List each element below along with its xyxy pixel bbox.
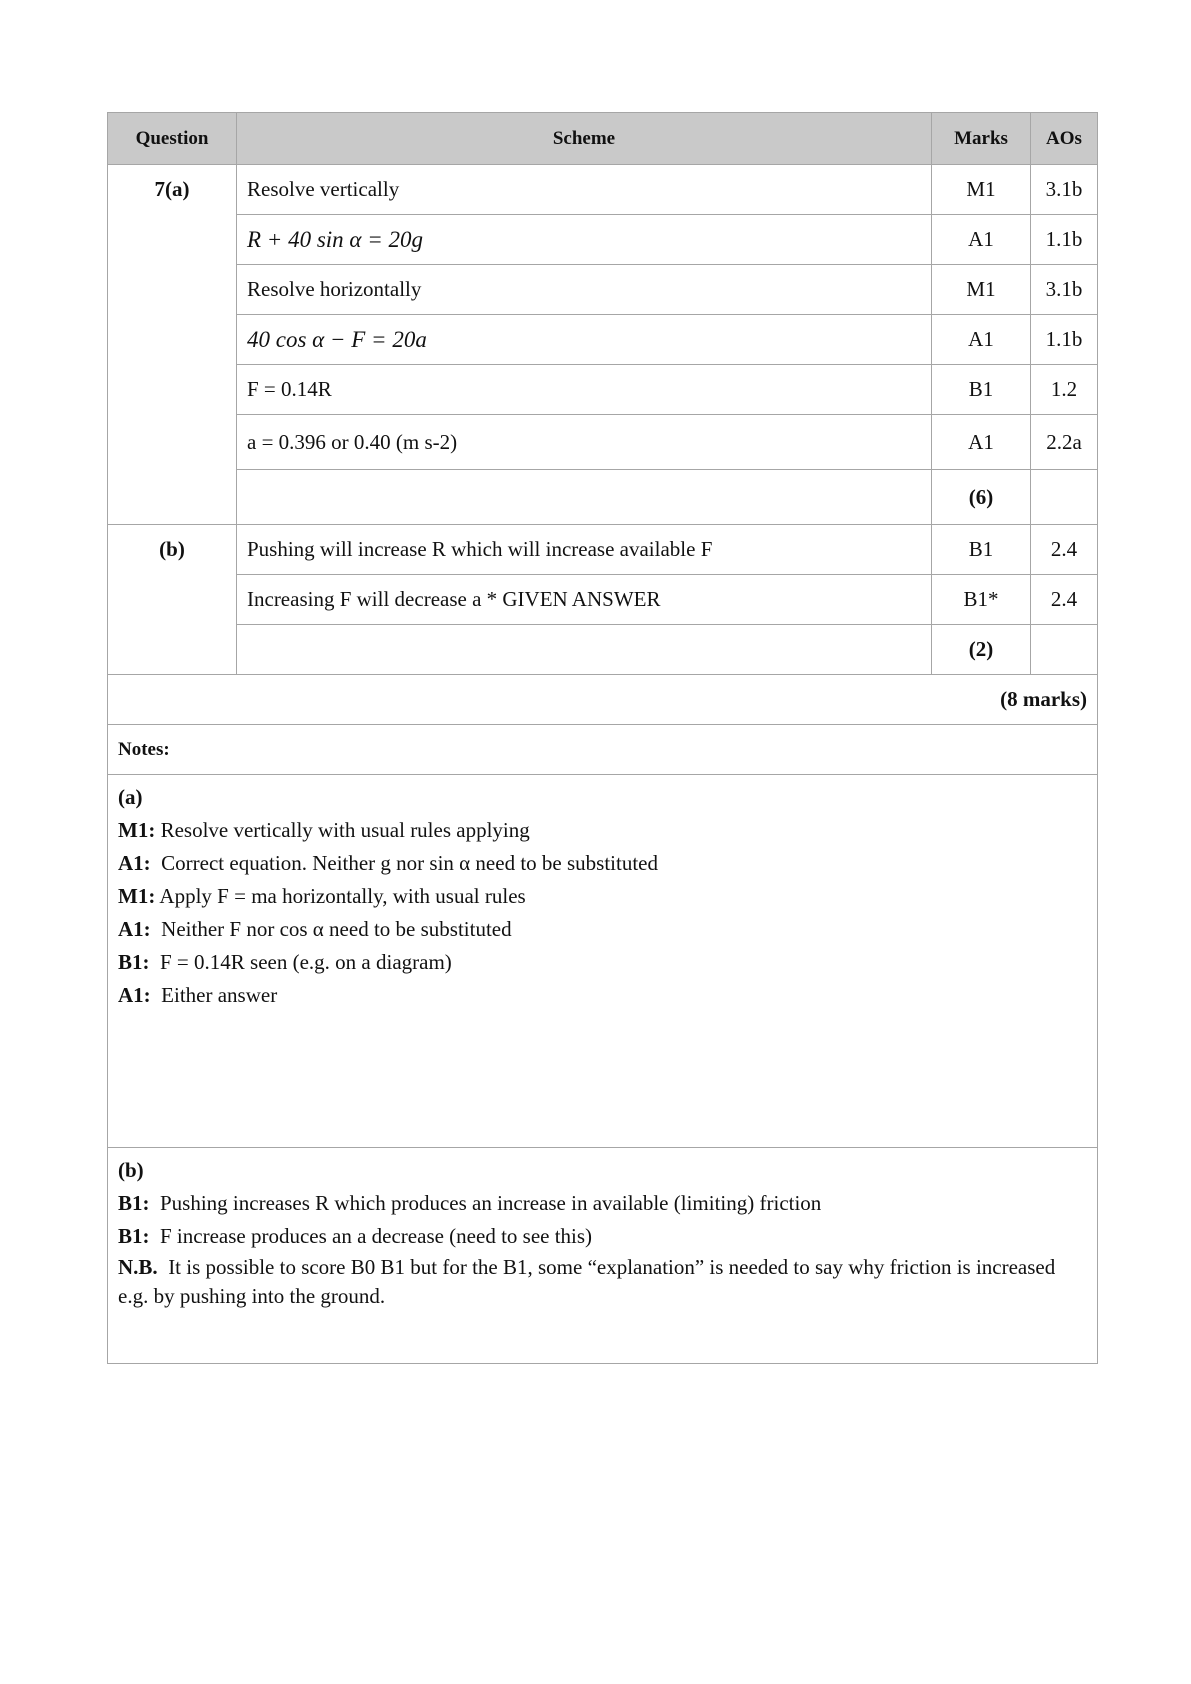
note-line	[118, 913, 1087, 946]
note-label: M1:	[118, 884, 156, 908]
note-line	[118, 979, 1087, 1012]
scheme-cell-empty	[237, 625, 932, 675]
header-aos: AOs	[1031, 113, 1098, 165]
table-row	[108, 365, 1098, 415]
notes-title: Notes:	[108, 725, 1098, 775]
equation-horizontal: 40 cos α − F = 20a	[247, 326, 427, 352]
header-marks: Marks	[932, 113, 1031, 165]
note-text: Resolve vertically with usual rules applying	[160, 818, 530, 842]
mark-cell: M1	[932, 265, 1031, 315]
mark-cell: B1	[932, 525, 1031, 575]
note-line	[118, 847, 1087, 880]
scheme-cell: Increasing F will decrease a * GIVEN ANSWER	[237, 575, 932, 625]
table-header-row	[108, 113, 1098, 165]
ao-cell: 1.1b	[1031, 315, 1098, 365]
table-row	[108, 525, 1098, 575]
ao-cell: 1.2	[1031, 365, 1098, 415]
question-label-b: (b)	[108, 525, 237, 675]
mark-cell: A1	[932, 215, 1031, 265]
note-text: F = 0.14R seen (e.g. on a diagram)	[160, 950, 452, 974]
note-label: A1:	[118, 983, 151, 1007]
equation-vertical: R + 40 sin α = 20g	[247, 226, 424, 252]
table-row	[108, 415, 1098, 470]
scheme-cell: Resolve horizontally	[237, 265, 932, 315]
note-line	[118, 946, 1087, 979]
ao-cell: 1.1b	[1031, 215, 1098, 265]
ao-cell-empty	[1031, 625, 1098, 675]
notes-b-label: (b)	[118, 1158, 144, 1182]
scheme-cell	[237, 215, 932, 265]
note-label: A1:	[118, 851, 151, 875]
header-scheme: Scheme	[237, 113, 932, 165]
mark-cell: B1*	[932, 575, 1031, 625]
note-label: B1:	[118, 1191, 150, 1215]
ao-cell: 2.4	[1031, 575, 1098, 625]
notes-a-box	[108, 775, 1098, 1148]
note-line	[118, 1187, 1087, 1220]
note-text: Neither F nor cos α need to be substituted	[161, 917, 512, 941]
note-label: B1:	[118, 950, 150, 974]
note-line	[118, 1253, 1087, 1311]
notes-header-row	[108, 725, 1098, 775]
mark-cell: A1	[932, 315, 1031, 365]
total-marks: (8 marks)	[108, 675, 1098, 725]
table-row	[108, 625, 1098, 675]
table-row	[108, 575, 1098, 625]
ao-cell: 2.4	[1031, 525, 1098, 575]
total-row	[108, 675, 1098, 725]
header-question: Question	[108, 113, 237, 165]
note-text: Pushing increases R which produces an increase in available (limiting) friction	[160, 1191, 822, 1215]
note-line	[118, 814, 1087, 847]
note-text: Apply F = ma horizontally, with usual rules	[159, 884, 526, 908]
ao-cell: 3.1b	[1031, 265, 1098, 315]
ao-cell: 3.1b	[1031, 165, 1098, 215]
note-label: B1:	[118, 1224, 150, 1248]
note-label: A1:	[118, 917, 151, 941]
table-row	[108, 265, 1098, 315]
subtotal-a: (6)	[932, 470, 1031, 525]
note-line	[118, 1220, 1087, 1253]
note-text: Correct equation. Neither g nor sin α need to be substituted	[161, 851, 658, 875]
mark-cell: A1	[932, 415, 1031, 470]
mark-cell: M1	[932, 165, 1031, 215]
scheme-cell: a = 0.396 or 0.40 (m s-2)	[237, 415, 932, 470]
mark-cell: B1	[932, 365, 1031, 415]
ao-cell: 2.2a	[1031, 415, 1098, 470]
scheme-cell	[237, 315, 932, 365]
note-text: It is possible to score B0 B1 but for the B1, some “explanation” is needed to say why friction is increased e.g. by pushing into the ground.	[118, 1255, 1056, 1308]
table-row	[108, 470, 1098, 525]
note-text: F increase produces an a decrease (need to see this)	[160, 1224, 593, 1248]
table-row	[108, 165, 1098, 215]
ao-cell-empty	[1031, 470, 1098, 525]
note-text: Either answer	[161, 983, 278, 1007]
scheme-cell: Pushing will increase R which will increase available F	[237, 525, 932, 575]
scheme-cell-empty	[237, 470, 932, 525]
subtotal-b: (2)	[932, 625, 1031, 675]
scheme-cell: Resolve vertically	[237, 165, 932, 215]
scheme-cell: F = 0.14R	[237, 365, 932, 415]
notes-a-label: (a)	[118, 785, 143, 809]
notes-b-row	[108, 1148, 1098, 1364]
note-label: N.B.	[118, 1255, 158, 1279]
table-row	[108, 215, 1098, 265]
note-label: M1:	[118, 818, 156, 842]
mark-scheme-table	[107, 112, 1098, 1364]
question-label-a: 7(a)	[108, 165, 237, 525]
notes-b-box	[108, 1148, 1098, 1364]
note-line	[118, 880, 1087, 913]
table-row	[108, 315, 1098, 365]
notes-a-row	[108, 775, 1098, 1148]
